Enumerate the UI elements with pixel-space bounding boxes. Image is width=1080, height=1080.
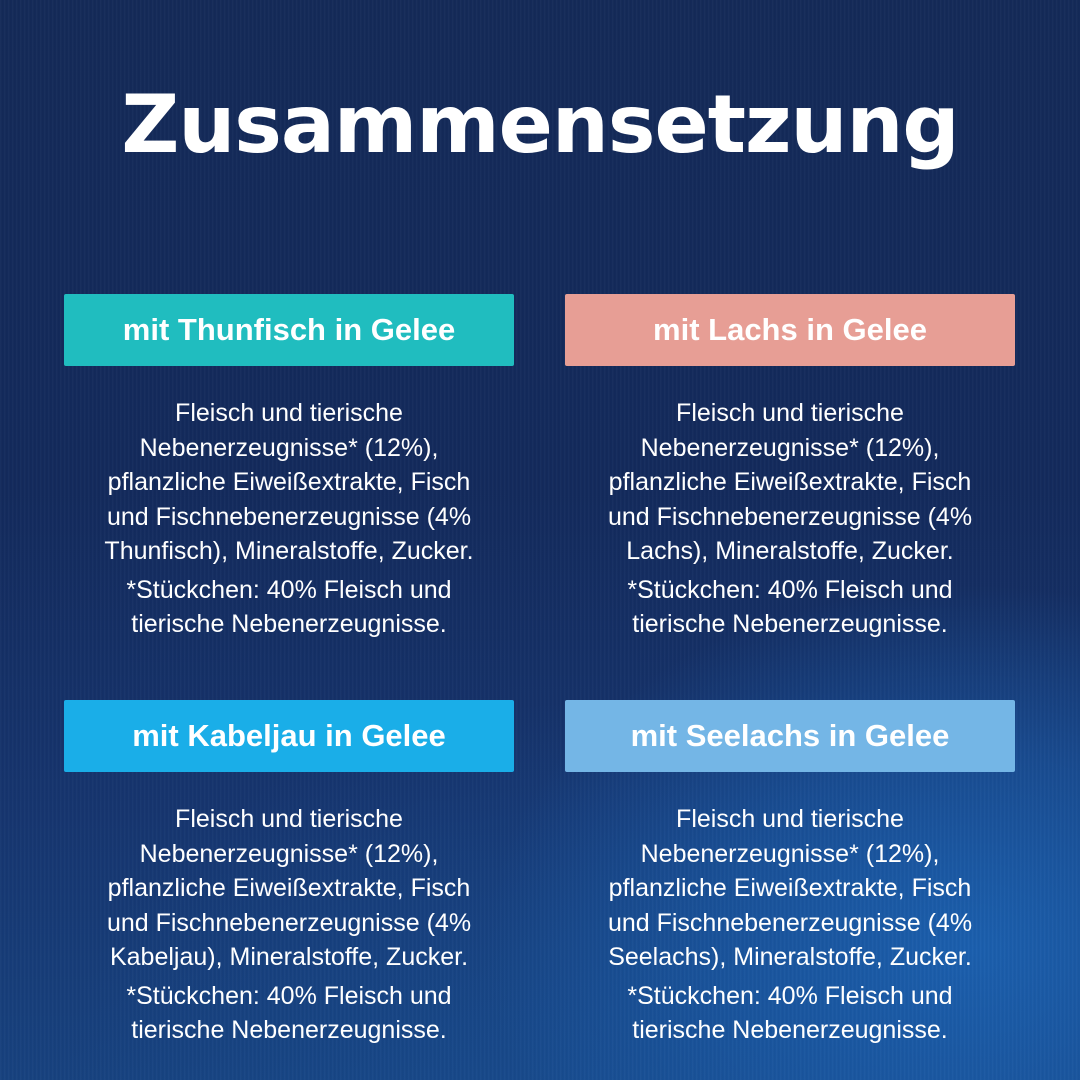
ingredient-line: pflanzliche Eiweißextrakte, Fisch: [608, 874, 972, 902]
note-line: tierische Nebenerzeugnisse.: [131, 610, 447, 638]
card-note-thunfisch: [64, 573, 514, 642]
ingredient-line: Fleisch und tierische: [676, 399, 904, 427]
page-title: Zusammensetzung: [121, 78, 959, 171]
card-heading-lachs: mit Lachs in Gelee: [565, 294, 1015, 366]
card-kabeljau: [64, 700, 514, 1048]
note-line: tierische Nebenerzeugnisse.: [632, 610, 948, 638]
note-line: tierische Nebenerzeugnisse.: [131, 1016, 447, 1044]
note-line: *Stückchen: 40% Fleisch und: [627, 981, 953, 1010]
card-ingredients-thunfisch: [64, 396, 514, 569]
ingredient-line: Nebenerzeugnisse* (12%),: [139, 433, 439, 462]
ingredient-line: Lachs), Mineralstoffe, Zucker.: [626, 537, 954, 565]
ingredient-line: und Fischnebenerzeugnisse (4%: [106, 908, 472, 937]
card-ingredients-seelachs: [565, 802, 1015, 975]
card-thunfisch: [64, 294, 514, 642]
card-ingredients-kabeljau: [64, 802, 514, 975]
card-ingredients-lachs: [565, 396, 1015, 569]
note-line: *Stückchen: 40% Fleisch und: [126, 575, 452, 604]
card-note-seelachs: [565, 979, 1015, 1048]
note-line: tierische Nebenerzeugnisse.: [632, 1016, 948, 1044]
card-heading-seelachs: mit Seelachs in Gelee: [565, 700, 1015, 772]
card-note-lachs: [565, 573, 1015, 642]
card-note-kabeljau: [64, 979, 514, 1048]
ingredient-line: pflanzliche Eiweißextrakte, Fisch: [608, 468, 972, 496]
note-line: *Stückchen: 40% Fleisch und: [126, 981, 452, 1010]
ingredient-line: und Fischnebenerzeugnisse (4%: [607, 908, 973, 937]
card-lachs: [565, 294, 1015, 642]
card-seelachs: [565, 700, 1015, 1048]
ingredient-line: Fleisch und tierische: [175, 399, 403, 427]
ingredient-line: Fleisch und tierische: [676, 805, 904, 833]
card-heading-kabeljau: mit Kabeljau in Gelee: [64, 700, 514, 772]
ingredient-line: Nebenerzeugnisse* (12%),: [640, 839, 940, 868]
card-heading-thunfisch: mit Thunfisch in Gelee: [64, 294, 514, 366]
ingredient-line: Fleisch und tierische: [175, 805, 403, 833]
ingredient-line: Nebenerzeugnisse* (12%),: [640, 433, 940, 462]
ingredient-line: pflanzliche Eiweißextrakte, Fisch: [107, 874, 471, 902]
note-line: *Stückchen: 40% Fleisch und: [627, 575, 953, 604]
ingredient-line: und Fischnebenerzeugnisse (4%: [607, 502, 973, 531]
ingredient-line: Nebenerzeugnisse* (12%),: [139, 839, 439, 868]
ingredient-line: pflanzliche Eiweißextrakte, Fisch: [107, 468, 471, 496]
ingredient-line: Seelachs), Mineralstoffe, Zucker.: [608, 943, 972, 971]
ingredient-line: Thunfisch), Mineralstoffe, Zucker.: [104, 537, 474, 565]
ingredient-line: und Fischnebenerzeugnisse (4%: [106, 502, 472, 531]
ingredient-line: Kabeljau), Mineralstoffe, Zucker.: [109, 943, 469, 971]
